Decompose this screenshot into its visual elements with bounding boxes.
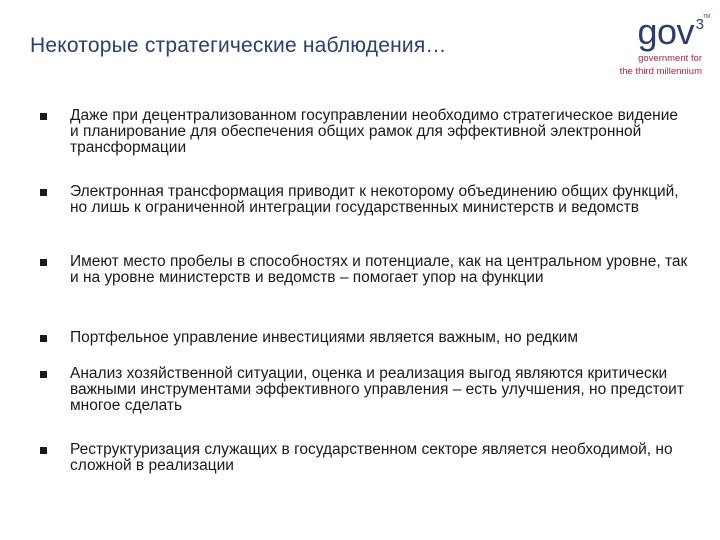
square-bullet-icon: [40, 447, 47, 454]
bullet-text: Имеют место пробелы в способностях и потенциале, как на центральном уровне, так и на уровне министерств и ведомств – помогает упор на функции: [70, 253, 688, 286]
logo-wordmark: gov: [637, 11, 694, 52]
square-bullet-icon: [40, 189, 47, 196]
logo-superscript: 3: [695, 16, 704, 33]
bullet-text: Портфельное управление инвестициями является важным, но редким: [70, 329, 578, 346]
bullet-item: [40, 366, 690, 414]
logo-tagline-line1: government for: [638, 53, 702, 64]
bullet-item: [40, 254, 690, 286]
logo-trademark: TM: [702, 14, 710, 20]
slide-title: Некоторые стратегические наблюдения…: [30, 34, 447, 57]
square-bullet-icon: [40, 259, 47, 266]
square-bullet-icon: [40, 371, 47, 378]
bullet-item: [40, 330, 690, 346]
bullet-item: [40, 184, 690, 216]
square-bullet-icon: [40, 335, 47, 342]
gov3-logo: [595, 8, 710, 80]
bullet-text: Анализ хозяйственной ситуации, оценка и реализация выгод являются критически важными инструментами эффективного управления – есть улучшения, но предстоит многое сделать: [70, 365, 684, 414]
bullet-item: [40, 442, 690, 474]
bullet-text: Реструктуризация служащих в государственном секторе является необходимой, но сложной в реализации: [70, 441, 673, 474]
bullet-item: [40, 108, 690, 156]
bullet-text: Даже при децентрализованном госуправлении необходимо стратегическое видение и планирование для обеспечения общих рамок для эффективной электронной трансформации: [70, 107, 678, 156]
square-bullet-icon: [40, 113, 47, 120]
bullet-text: Электронная трансформация приводит к некоторому объединению общих функций, но лишь к ограниченной интеграции государственных министерств и ведомств: [70, 183, 679, 216]
logo-tagline-line2: the third millennium: [619, 66, 702, 77]
